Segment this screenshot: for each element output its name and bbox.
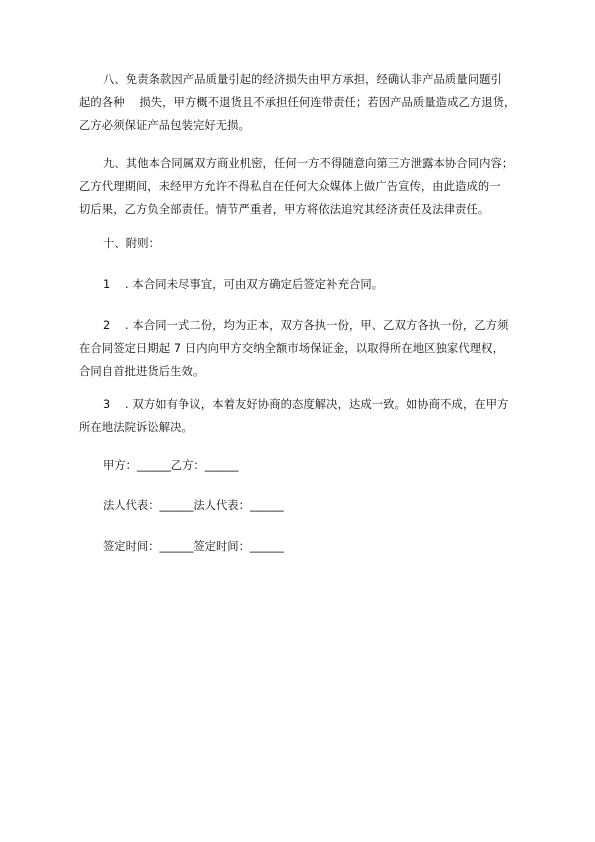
clause-9-line-3: 切后果，乙方负全部责任。情节严重者，甲方将依法追究其经济责任及法律责任。 xyxy=(79,203,490,216)
signature-parties-line: 甲方：______乙方：______ xyxy=(103,459,239,472)
supplementary-item-2 xyxy=(79,314,539,383)
clause-9-other xyxy=(79,152,539,221)
clause-10-supplementary xyxy=(79,232,539,255)
supplementary-item-1 xyxy=(79,273,539,296)
signature-date-line: 签定时间：______签定时间：______ xyxy=(103,540,284,553)
item-3-line-2: 所在地法院诉讼解决。 xyxy=(79,421,193,434)
clause-8-disclaimer xyxy=(79,68,539,137)
clause-8-line-2: 起的各种 损失，甲方概不退货且不承担任何连带责任；若因产品质量造成乙方退货， xyxy=(79,96,516,109)
item-2-line-2: 在合同签定日期起 7 日内向甲方交纳全额市场保证金，以取得所在地区独家代理权， xyxy=(79,342,504,355)
signature-legal-rep-line: 法人代表：______法人代表：______ xyxy=(103,499,284,512)
item-2-line-1: 2 . 本合同一式二份，均为正本，双方各执一份，甲、乙双方各执一份，乙方须 xyxy=(103,319,509,332)
clause-8-line-3: 乙方必须保证产品包装完好无损。 xyxy=(79,119,250,132)
item-2-line-3: 合同自首批进货后生效。 xyxy=(79,365,205,378)
supplementary-item-3 xyxy=(79,393,539,439)
item-3-line-1: 3 . 双方如有争议，本着友好协商的态度解决，达成一致。如协商不成，在甲方 xyxy=(103,398,509,411)
clause-9-line-1: 九、其他本合同属双方商业机密，任何一方不得随意向第三方泄露本协合同内容； xyxy=(103,157,514,170)
clause-10-heading: 十、附则： xyxy=(103,237,160,250)
item-1-line-1: 1 . 本合同未尽事宜，可由双方确定后签定补充合同。 xyxy=(103,278,384,291)
clause-9-line-2: 乙方代理期间，未经甲方允许不得私自在任何大众媒体上做广告宣传，由此造成的一 xyxy=(79,180,501,193)
clause-8-line-1: 八、免责条款因产品质量引起的经济损失由甲方承担，经确认非产品质量问题引 xyxy=(103,73,502,86)
